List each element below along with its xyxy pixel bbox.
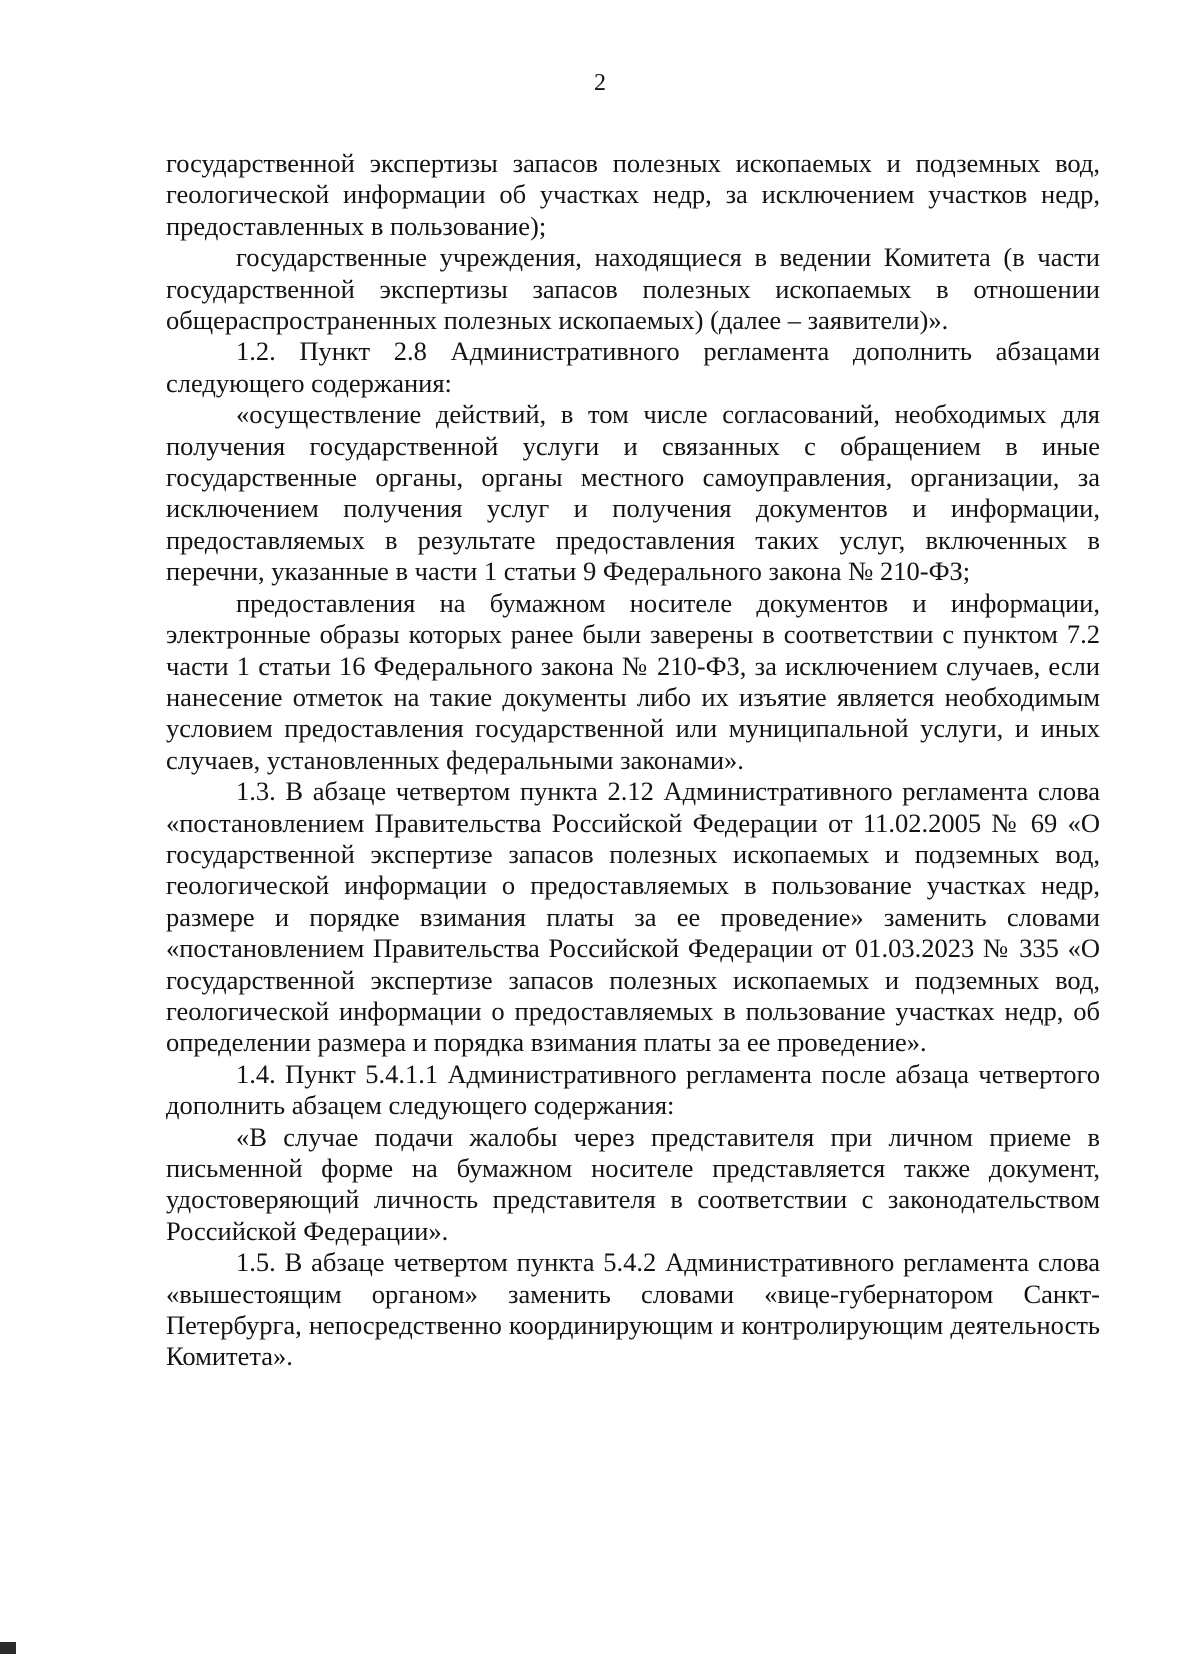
paragraph-3: 1.2. Пункт 2.8 Административного регламента дополнить абзацами следующего содержания: — [166, 336, 1100, 398]
paragraph-9: 1.5. В абзаце четвертом пункта 5.4.2 Административного регламента слова «вышестоящим органом» заменить словами «вице-губернатором Санкт-Петербурга, непосредственно координирующим и контролирующим деятельность Комитета». — [166, 1247, 1100, 1372]
paragraph-7: 1.4. Пункт 5.4.1.1 Административного регламента после абзаца четвертого дополнить абзацем следующего содержания: — [166, 1058, 1100, 1121]
scan-edge-mark — [0, 1642, 16, 1654]
paragraph-2: государственные учреждения, находящиеся в ведении Комитета (в части государственной экспертизы запасов полезных ископаемых в отношении общераспространенных полезных ископаемых) (далее – заявители)». — [166, 242, 1100, 336]
paragraph-6: 1.3. В абзаце четвертом пункта 2.12 Административного регламента слова «постановлением Правительства Российской Федерации от 11.02.2005 № 69 «О государственной экспертизе запасов полезных ископаемых и подземных вод, геологической информации о предоставляемых в пользование участках недр, размере и порядке взимания платы за ее проведение» заменить словами «постановлением Правительства Российской Федерации от 01.03.2023 № 335 «О государственной экспертизе запасов полезных ископаемых и подземных вод, геологической информации о предоставляемых в пользование участках недр, об определении размера и порядка взимания платы за ее проведение». — [166, 776, 1100, 1058]
page-number: 2 — [594, 70, 606, 96]
paragraph-8: «В случае подачи жалобы через представителя при личном приеме в письменной форме на бумажном носителе представляется также документ, удостоверяющий личность представителя в соответствии с законодательством Российской Федерации». — [166, 1121, 1100, 1246]
paragraph-1: государственной экспертизы запасов полезных ископаемых и подземных вод, геологической информации об участках недр, за исключением участков недр, предоставленных в пользование); — [166, 148, 1100, 241]
paragraph-5: предоставления на бумажном носителе документов и информации, электронные образы которых ранее были заверены в соответствии с пунктом 7.2 части 1 статьи 16 Федерального закона № 210-ФЗ, за исключением случаев, если нанесение отметок на такие документы либо их изъятие является необходимым условием предоставления государственной или муниципальной услуги, и иных случаев, установленных федеральными законами». — [166, 587, 1100, 775]
document-body — [166, 148, 1100, 1373]
paragraph-4: «осуществление действий, в том числе согласований, необходимых для получения государственной услуги и связанных с обращением в иные государственные органы, органы местного самоуправления, организации, за исключением получения услуг и получения документов и информации, предоставляемых в результате предоставления таких услуг, включенных в перечни, указанные в части 1 статьи 9 Федерального закона № 210-ФЗ; — [166, 399, 1100, 587]
